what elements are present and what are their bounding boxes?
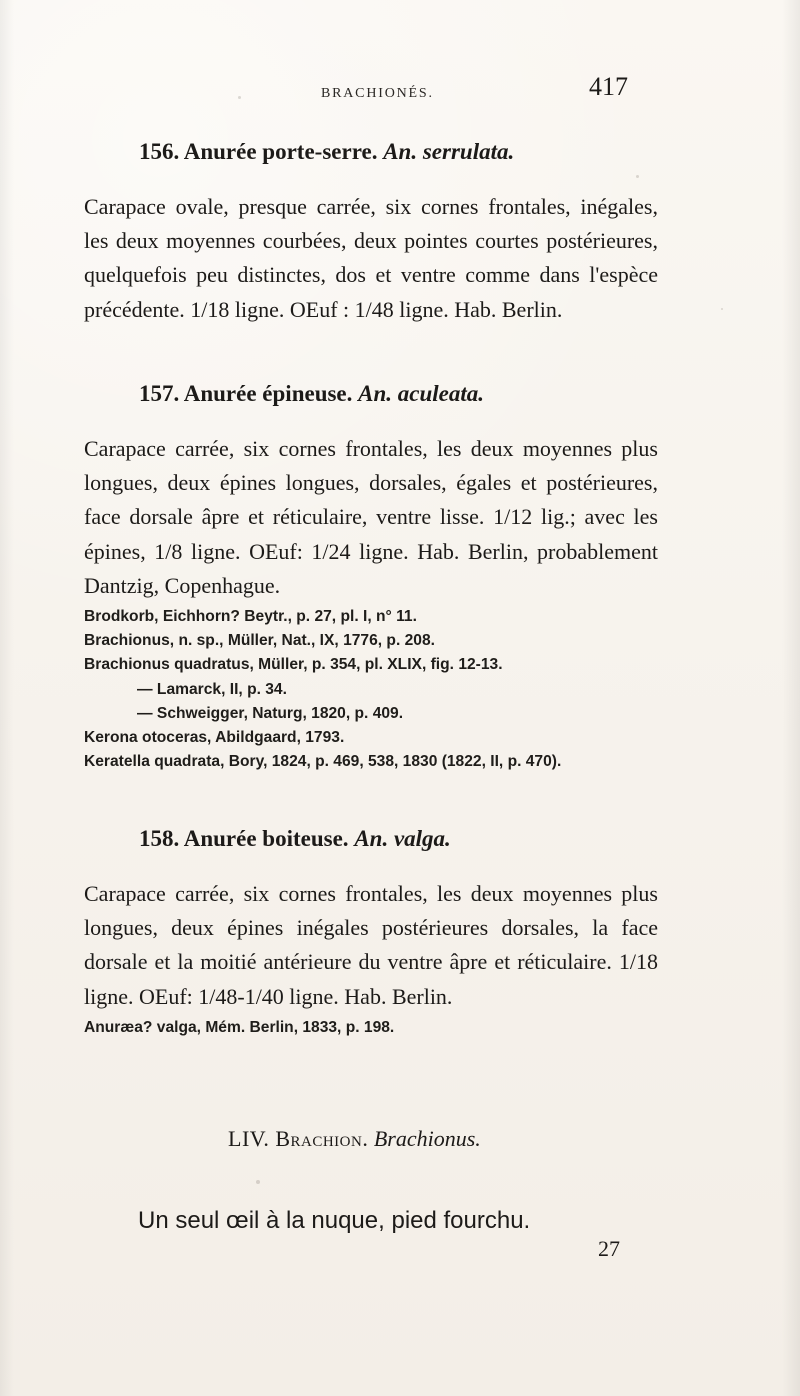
entry-157 [84,380,658,774]
entry-title-latin: An. valga. [354,826,451,851]
entry-description: Carapace ovale, presque carrée, six cornes frontales, inégales, les deux moyennes courbées, deux pointes courtes postérieures, quelquefois peu distinctes, dos et ventre comme dans l'espèce précédente. 1/18 ligne. OEuf : 1/48 ligne. Hab. Berlin. [84,193,658,322]
entry-title [139,138,658,166]
reference-line: Kerona otoceras, Abildgaard, 1793. [84,728,345,746]
chapter-description: Un seul œil à la nuque, pied fourchu. [138,1207,531,1234]
chapter-label: LIV. Brachion. [228,1126,369,1151]
reference-line: Keratella quadrata, Bory, 1824, p. 469, 538, 1830 (1822, II, p. 470). [84,753,562,771]
chapter-latin: Brachionus. [373,1126,481,1151]
reference-line: — Lamarck, II, p. 34. [137,680,287,698]
entry-title-latin: An. aculeata. [358,381,485,406]
paper-speck [721,308,723,310]
entry-156 [84,138,658,327]
signature-number: 27 [598,1236,620,1261]
running-head: BRACHIONÉS. [321,86,434,101]
entry-title-latin: An. serrulata. [383,139,515,164]
page-left-shadow [0,0,14,1396]
reference-list [84,605,658,774]
entry-description: Carapace carrée, six cornes frontales, les deux moyennes plus longues, deux épines longues, dorsales, égales et postérieures, face dorsale âpre et réticulaire, ventre lisse. 1/12 lig.; avec les épines, 1/8 ligne. OEuf: 1/24 ligne. Hab. Berlin, probablement Dantzig, Copenhague. [84,435,658,598]
entry-title [139,825,658,853]
entry-title-number: 157. Anurée épineuse. [139,381,353,406]
entry-title [139,380,658,408]
entry-description: Carapace carrée, six cornes frontales, les deux moyennes plus longues, deux épines inégales postérieures dorsales, la face dorsale et la moitié antérieure du ventre âpre et réticulaire. 1/18 ligne. OEuf: 1/48-1/40 ligne. Hab. Berlin. [84,880,658,1009]
reference-line: Brodkorb, Eichhorn? Beytr., p. 27, pl. I, n° 11. [84,608,417,626]
chapter-heading [228,1126,481,1152]
entry-title-number: 156. Anurée porte-serre. [139,139,378,164]
reference-line: Brachionus quadratus, Müller, p. 354, pl. XLIX, fig. 12-13. [84,656,503,674]
entry-title-number: 158. Anurée boiteuse. [139,826,349,851]
paper-speck [256,1180,260,1184]
page-header [0,70,800,110]
page-right-shadow [782,0,800,1396]
page-number: 417 [589,72,628,101]
reference-list [84,1016,658,1040]
entry-158 [84,825,658,1040]
reference-line: — Schweigger, Naturg, 1820, p. 409. [137,704,404,722]
reference-line: Anuræa? valga, Mém. Berlin, 1833, p. 198. [84,1018,395,1036]
reference-line: Brachionus, n. sp., Müller, Nat., IX, 1776, p. 208. [84,632,435,650]
